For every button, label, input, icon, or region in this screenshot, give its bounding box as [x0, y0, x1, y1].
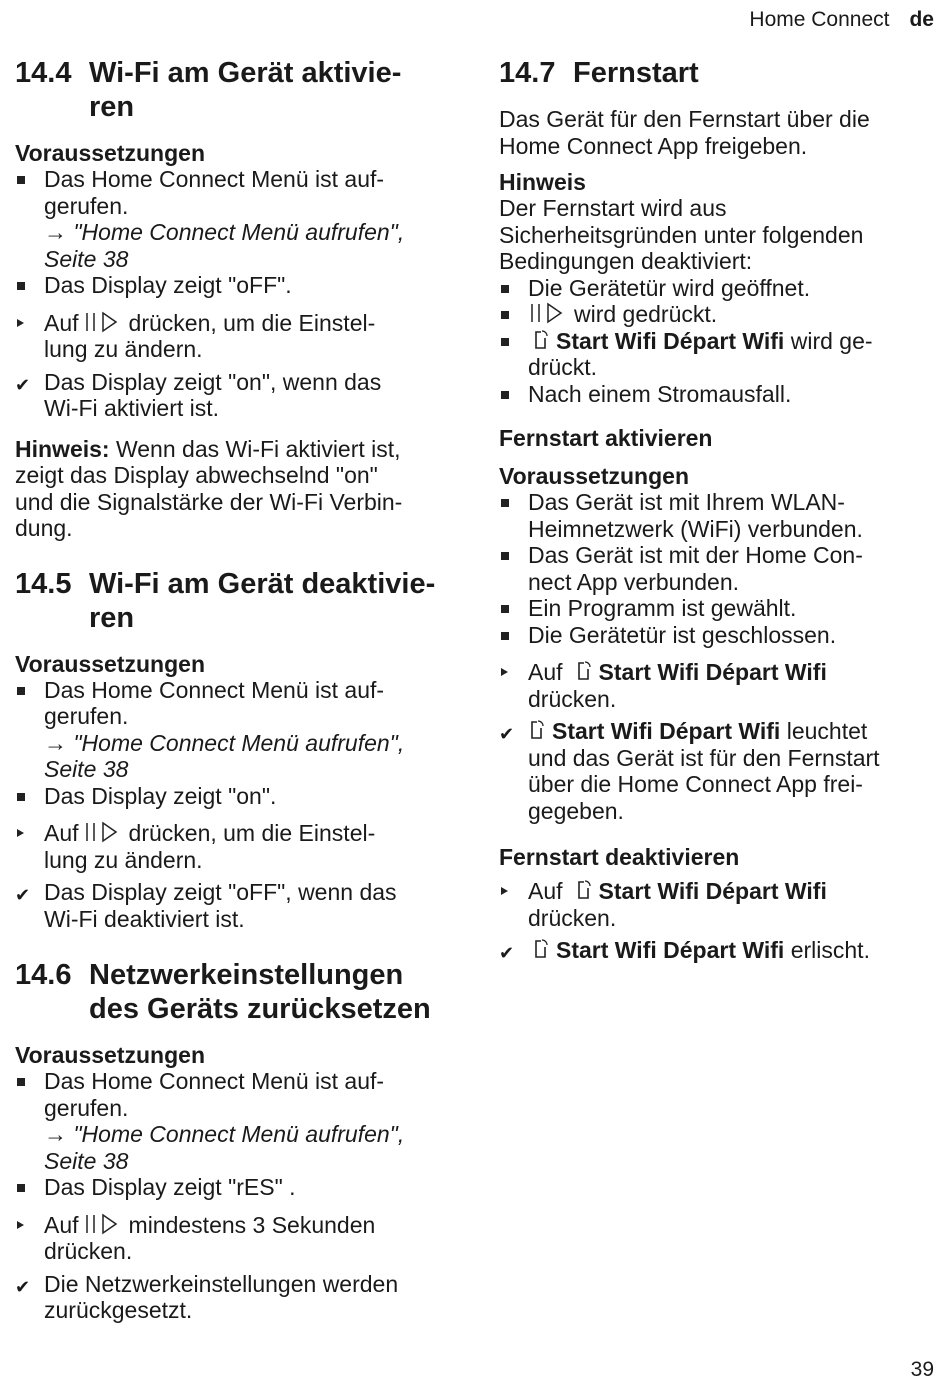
play-pause-icon: [83, 311, 121, 333]
instruction-step: Auf Start Wifi Départ Wifi drücken.: [499, 659, 939, 712]
requirement-item: Die Gerätetür ist geschlossen.: [499, 622, 939, 649]
right-column: [499, 56, 939, 966]
running-header: [749, 8, 934, 32]
requirement-item: Das Display zeigt "on".: [15, 783, 455, 810]
requirement-item: Das Display zeigt "rES" .: [15, 1174, 455, 1201]
hint-paragraph: Der Fernstart wird aus Sicherheitsgründen unter folgenden Bedingungen deaktiviert:: [499, 195, 864, 274]
condition-item: Nach einem Stromausfall.: [499, 381, 939, 408]
cross-reference[interactable]: → "Home Connect Menü aufrufen", Seite 38: [44, 1121, 405, 1174]
requirements-heading: Voraussetzungen: [15, 140, 205, 166]
activate-heading: Fernstart aktivieren: [499, 425, 713, 451]
remote-start-icon: [532, 329, 548, 351]
bullet-square-icon: [15, 677, 44, 783]
requirement-item: Ein Programm ist gewählt.: [499, 595, 939, 622]
step-triangle-icon: [499, 659, 528, 712]
section-number: 14.4: [15, 57, 72, 89]
section-number: 14.7: [499, 57, 556, 89]
step-triangle-icon: [15, 820, 44, 873]
requirements-heading: Voraussetzungen: [15, 1042, 205, 1068]
step-triangle-icon: [499, 878, 528, 931]
instruction-step: Auf drücken, um die Einstel- lung zu ändern.: [15, 310, 455, 363]
instruction-step: Auf mindestens 3 Sekunden drücken.: [15, 1212, 455, 1265]
section-14-6-heading: [15, 958, 455, 1026]
bullet-square-icon: [499, 328, 528, 381]
requirement-item: Das Home Connect Menü ist auf- gerufen. → "Home Connect Menü aufrufen", Seite 38: [15, 166, 455, 272]
remote-start-icon: [532, 938, 548, 960]
intro-paragraph: Das Gerät für den Fernstart über die Home Connect App freigeben.: [499, 106, 870, 159]
instruction-step: Auf Start Wifi Départ Wifi drücken.: [499, 878, 939, 931]
result-item: ✔ Das Display zeigt "oFF", wenn das Wi-Fi deaktiviert ist.: [15, 879, 397, 932]
play-pause-icon: [528, 302, 566, 324]
result-item: ✔ Start Wifi Départ Wifi erlischt.: [499, 937, 939, 966]
step-triangle-icon: [15, 1212, 44, 1265]
bullet-square-icon: [15, 1068, 44, 1174]
section-title-cont: ren: [89, 91, 135, 123]
checkmark-icon: ✔: [15, 374, 31, 395]
section-14-7-heading: [499, 56, 939, 90]
bullet-square-icon: [499, 622, 528, 649]
bullet-square-icon: [15, 1174, 44, 1201]
play-pause-icon: [83, 821, 121, 843]
deactivate-heading: Fernstart deaktivieren: [499, 844, 740, 870]
section-title: Wi-Fi am Gerät deaktivie-: [89, 567, 436, 600]
step-triangle-icon: [15, 310, 44, 363]
bullet-square-icon: [15, 166, 44, 272]
section-title: Fernstart: [573, 57, 699, 89]
requirement-item: Das Display zeigt "oFF".: [15, 272, 455, 299]
checkmark-icon: ✔: [499, 943, 515, 963]
page-number: 39: [910, 1358, 934, 1381]
remote-start-icon: [575, 879, 591, 901]
note-paragraph: Hinweis: Wenn das Wi-Fi aktiviert ist, zeigt das Display abwechselnd "on" und die Signalstärke der Wi-Fi Verbin- dung.: [15, 435, 403, 541]
bullet-square-icon: [15, 783, 44, 810]
cross-reference[interactable]: → "Home Connect Menü aufrufen", Seite 38: [44, 219, 405, 272]
header-language: de: [909, 8, 934, 31]
bullet-square-icon: [15, 272, 44, 299]
section-number: 14.6: [15, 959, 72, 991]
cross-reference[interactable]: → "Home Connect Menü aufrufen", Seite 38: [44, 729, 405, 782]
section-14-5-heading: [15, 567, 455, 635]
requirement-item: Das Home Connect Menü ist auf- gerufen. → "Home Connect Menü aufrufen", Seite 38: [15, 677, 455, 783]
play-pause-icon: [83, 1213, 121, 1235]
section-title-cont: ren: [89, 601, 135, 634]
hint-heading: Hinweis: [499, 169, 586, 195]
bullet-square-icon: [499, 381, 528, 408]
requirements-heading: Voraussetzungen: [15, 650, 205, 677]
section-title: Wi-Fi am Gerät aktivie-: [89, 57, 402, 89]
instruction-step: Auf drücken, um die Einstel- lung zu ändern.: [15, 820, 455, 873]
remote-start-icon: [575, 660, 591, 682]
bullet-square-icon: [499, 542, 528, 595]
section-14-4-heading: [15, 56, 455, 124]
bullet-square-icon: [499, 301, 528, 328]
result-item: ✔ Das Display zeigt "on", wenn das Wi-Fi aktiviert ist.: [15, 368, 382, 421]
section-title: Netzwerkeinstellungen: [89, 959, 404, 991]
bullet-square-icon: [499, 489, 528, 542]
checkmark-icon: ✔: [15, 885, 31, 905]
bullet-square-icon: [499, 275, 528, 302]
remote-start-icon: [528, 719, 544, 741]
header-section: Home Connect: [749, 8, 890, 31]
checkmark-icon: ✔: [15, 1276, 31, 1297]
condition-item: Die Gerätetür wird geöffnet.: [499, 275, 939, 302]
requirements-heading: Voraussetzungen: [499, 463, 689, 489]
bullet-square-icon: [499, 595, 528, 622]
requirement-item: Das Gerät ist mit Ihrem WLAN- Heimnetzwerk (WiFi) verbunden.: [499, 489, 939, 542]
section-number: 14.5: [15, 567, 72, 600]
left-column: [15, 56, 455, 1324]
requirement-item: Das Gerät ist mit der Home Con- nect App verbunden.: [499, 542, 939, 595]
checkmark-icon: ✔: [499, 724, 515, 744]
section-title-cont: des Geräts zurücksetzen: [89, 993, 431, 1025]
result-item: ✔ Start Wifi Départ Wifi leuchtet und das Gerät ist für den Fernstart über die Home Connect App frei- gegeben.: [499, 718, 880, 824]
requirement-item: Das Home Connect Menü ist auf- gerufen. → "Home Connect Menü aufrufen", Seite 38: [15, 1068, 455, 1174]
result-item: ✔ Die Netzwerkeinstellungen werden zurückgesetzt.: [15, 1270, 399, 1323]
condition-item: Start Wifi Départ Wifi wird ge- drückt.: [499, 328, 939, 381]
condition-item: wird gedrückt.: [499, 301, 939, 328]
